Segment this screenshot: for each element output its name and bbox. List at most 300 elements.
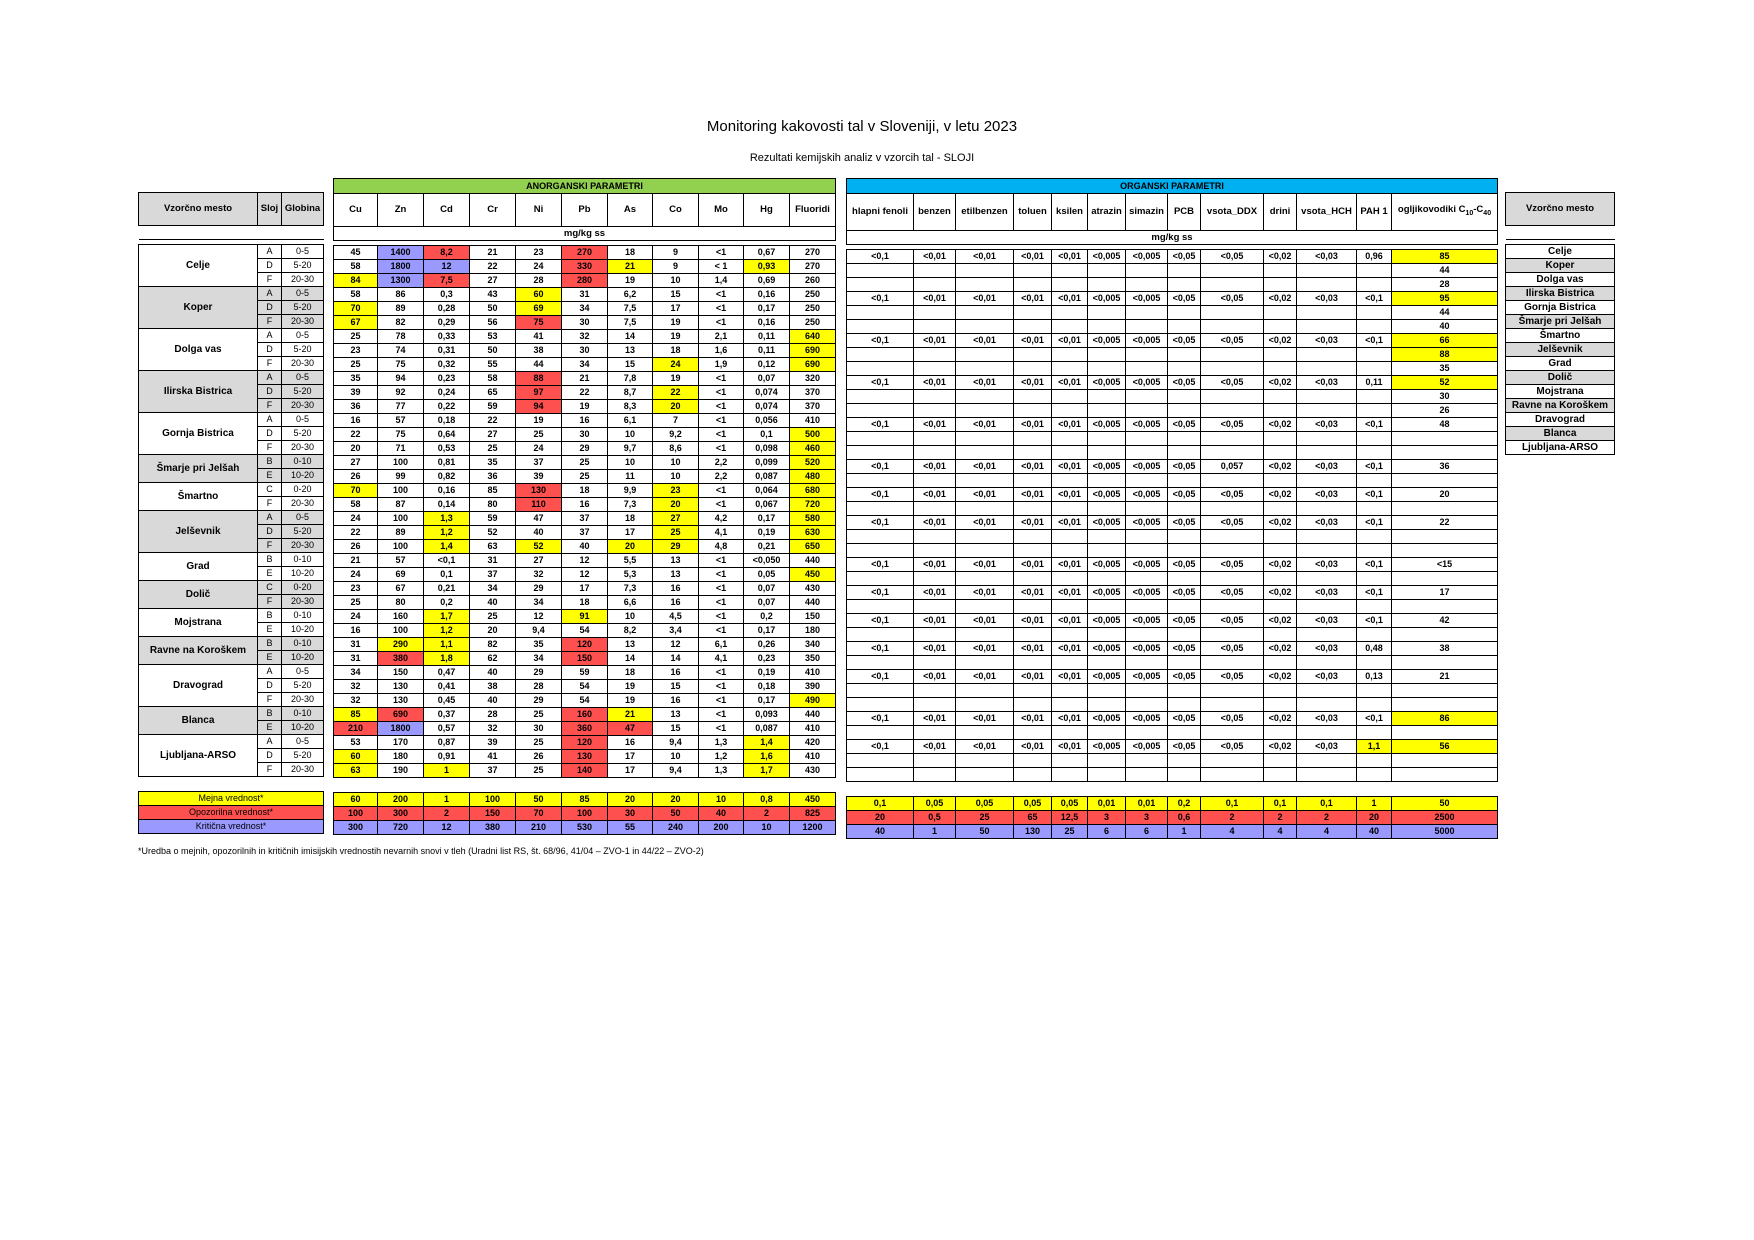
value-cell: 0,53 (424, 442, 470, 456)
value-cell (914, 655, 956, 669)
value-cell: <0,05 (1168, 291, 1201, 305)
depth-cell: 0-20 (282, 483, 324, 497)
value-cell (1168, 627, 1201, 641)
value-cell: 58 (334, 288, 378, 302)
value-cell (1052, 725, 1088, 739)
location-name-right: Koper (1506, 259, 1615, 273)
value-cell: 44 (516, 358, 562, 372)
table-row (139, 287, 324, 301)
value-cell: <0,01 (956, 417, 1014, 431)
layer-cell: A (258, 287, 282, 301)
value-cell (1357, 725, 1392, 739)
value-cell: 1,1 (424, 638, 470, 652)
value-cell (847, 389, 914, 403)
value-cell: <0,1 (1357, 291, 1392, 305)
value-cell: 1,4 (699, 274, 744, 288)
value-cell (1201, 683, 1264, 697)
value-cell: 36 (334, 400, 378, 414)
hydrocarbons-cell: 40 (1392, 319, 1498, 333)
value-cell (914, 389, 956, 403)
table-row (334, 596, 836, 610)
limit-value: 5000 (1392, 824, 1498, 838)
page-title: Monitoring kakovosti tal v Sloveniji, v letu 2023 (706, 118, 1018, 135)
limit-value: 2 (1201, 810, 1264, 824)
layer-cell: F (258, 315, 282, 329)
value-cell: 9,9 (608, 484, 653, 498)
value-cell (956, 361, 1014, 375)
value-cell (847, 473, 914, 487)
value-cell: 0,056 (744, 414, 790, 428)
value-cell: <0,1 (1357, 487, 1392, 501)
limit-value: 25 (956, 810, 1014, 824)
value-cell (1088, 277, 1126, 291)
value-cell (1264, 683, 1297, 697)
value-cell: <1 (699, 246, 744, 260)
value-cell (914, 529, 956, 543)
value-cell (956, 403, 1014, 417)
value-cell: 0,1 (424, 568, 470, 582)
layer-cell: C (258, 581, 282, 595)
value-cell: 31 (562, 288, 608, 302)
value-cell: 10 (653, 274, 699, 288)
value-cell: 35 (470, 456, 516, 470)
value-cell: 280 (562, 274, 608, 288)
value-cell: <0,03 (1297, 291, 1357, 305)
location-name-right: Ravne na Koroškem (1506, 399, 1615, 413)
value-cell: 70 (334, 302, 378, 316)
table-row (139, 735, 324, 749)
value-cell (1297, 319, 1357, 333)
depth-cell: 20-30 (282, 315, 324, 329)
depth-cell: 0-10 (282, 609, 324, 623)
depth-cell: 0-5 (282, 665, 324, 679)
value-cell: <0,01 (956, 557, 1014, 571)
table-row (334, 694, 836, 708)
value-cell: 420 (790, 736, 836, 750)
value-cell (1264, 445, 1297, 459)
value-cell: <1 (699, 400, 744, 414)
value-cell: 34 (334, 666, 378, 680)
value-cell (1126, 263, 1168, 277)
value-cell (1357, 767, 1392, 781)
value-cell: 0,087 (744, 722, 790, 736)
value-cell: 20 (470, 624, 516, 638)
value-cell: <0,005 (1088, 557, 1126, 571)
value-cell: 2,2 (699, 470, 744, 484)
hydrocarbons-cell (1392, 655, 1498, 669)
limit-label: Mejna vrednost* (139, 792, 324, 806)
value-cell: 25 (470, 610, 516, 624)
value-cell (1297, 473, 1357, 487)
value-cell: 13 (608, 344, 653, 358)
hydrocarbons-cell: 21 (1392, 669, 1498, 683)
value-cell: 7,5 (424, 274, 470, 288)
value-cell: 32 (516, 568, 562, 582)
value-cell: 23 (334, 582, 378, 596)
table-row (334, 498, 836, 512)
limit-value: 20 (1357, 810, 1392, 824)
value-cell (847, 431, 914, 445)
value-cell: <0,01 (1014, 249, 1052, 263)
hydrocarbons-cell: 36 (1392, 459, 1498, 473)
hydrocarbons-cell: 20 (1392, 487, 1498, 501)
value-cell (1201, 403, 1264, 417)
value-cell: 40 (562, 540, 608, 554)
value-cell: 690 (378, 708, 424, 722)
value-cell: 370 (790, 400, 836, 414)
value-cell: 0,074 (744, 386, 790, 400)
value-cell: 480 (790, 470, 836, 484)
value-cell (1126, 431, 1168, 445)
value-cell: <0,01 (914, 557, 956, 571)
hydrocarbons-cell: 35 (1392, 361, 1498, 375)
value-cell: 18 (653, 344, 699, 358)
value-cell: 80 (378, 596, 424, 610)
value-cell (1357, 697, 1392, 711)
value-cell: 0,31 (424, 344, 470, 358)
value-cell: 7,5 (608, 316, 653, 330)
value-cell (956, 305, 1014, 319)
value-cell: <0,01 (956, 487, 1014, 501)
value-cell: 20 (334, 442, 378, 456)
value-cell: <0,01 (914, 669, 956, 683)
value-cell: <0,1 (847, 249, 914, 263)
limit-value: 100 (470, 793, 516, 807)
value-cell: 10 (653, 456, 699, 470)
value-cell: 69 (378, 568, 424, 582)
limit-value: 10 (744, 821, 790, 835)
value-cell: 0,07 (744, 596, 790, 610)
gap-row (847, 781, 1498, 796)
value-cell: 91 (562, 610, 608, 624)
depth-cell: 5-20 (282, 749, 324, 763)
value-cell (1201, 725, 1264, 739)
value-cell (1052, 347, 1088, 361)
value-cell: <0,05 (1168, 557, 1201, 571)
value-cell (1126, 403, 1168, 417)
value-cell: 18 (562, 596, 608, 610)
table-row (847, 739, 1498, 753)
value-cell (1357, 599, 1392, 613)
value-cell: 0,2 (424, 596, 470, 610)
value-cell: <0,01 (956, 613, 1014, 627)
table-row (847, 697, 1498, 711)
limit-value: 825 (790, 807, 836, 821)
value-cell: 1,2 (424, 526, 470, 540)
limit-value: 40 (699, 807, 744, 821)
value-cell (1264, 403, 1297, 417)
value-cell: 0,17 (744, 624, 790, 638)
depth-cell: 20-30 (282, 357, 324, 371)
footnote: *Uredba o mejnih, opozorilnih in kritičnih imisijskih vrednostih nevarnih snovi v tleh (Uradni list RS, št. 68/96, 41/04 – ZVO-1 in 44/22 – ZVO-2) (138, 846, 704, 856)
location-name: Jelševnik (139, 511, 258, 553)
hydrocarbons-cell (1392, 697, 1498, 711)
value-cell (914, 473, 956, 487)
value-cell: 0,067 (744, 498, 790, 512)
value-cell: 9 (653, 260, 699, 274)
limit-value: 0,01 (1088, 796, 1126, 810)
table-row (847, 669, 1498, 683)
value-cell (1357, 277, 1392, 291)
layer-cell: F (258, 539, 282, 553)
depth-cell: 20-30 (282, 693, 324, 707)
group-row (334, 179, 836, 194)
limit-value: 380 (470, 821, 516, 835)
value-cell: 0,074 (744, 400, 790, 414)
value-cell: <0,005 (1088, 417, 1126, 431)
value-cell (1088, 501, 1126, 515)
value-cell (1052, 431, 1088, 445)
value-cell: 85 (470, 484, 516, 498)
value-cell: <0,05 (1168, 417, 1201, 431)
value-cell: 260 (790, 274, 836, 288)
value-cell: 0,96 (1357, 249, 1392, 263)
value-cell: 1,6 (744, 750, 790, 764)
value-cell: 24 (516, 260, 562, 274)
value-cell: 100 (378, 512, 424, 526)
value-cell: 31 (334, 652, 378, 666)
hydrocarbons-cell (1392, 445, 1498, 459)
table-row (139, 553, 324, 567)
value-cell: 0,24 (424, 386, 470, 400)
value-cell: 0,81 (424, 456, 470, 470)
value-cell (1297, 305, 1357, 319)
table-row (334, 316, 836, 330)
limit-value: 3 (1088, 810, 1126, 824)
value-cell: 0,3 (424, 288, 470, 302)
value-cell (1014, 725, 1052, 739)
value-cell: 21 (608, 708, 653, 722)
value-cell: 180 (378, 750, 424, 764)
value-cell: 25 (470, 442, 516, 456)
value-cell: 0,17 (744, 694, 790, 708)
value-cell: 50 (470, 344, 516, 358)
value-cell: <0,1 (1357, 557, 1392, 571)
value-cell: 380 (378, 652, 424, 666)
value-cell (1088, 697, 1126, 711)
value-cell: 22 (470, 414, 516, 428)
hydrocarbons-cell (1392, 529, 1498, 543)
value-cell: 4,8 (699, 540, 744, 554)
value-cell: <0,03 (1297, 739, 1357, 753)
value-cell: <0,02 (1264, 613, 1297, 627)
value-cell: 130 (378, 694, 424, 708)
value-cell: <0,005 (1088, 487, 1126, 501)
value-cell (1201, 697, 1264, 711)
value-cell: 35 (334, 372, 378, 386)
value-cell (956, 347, 1014, 361)
value-cell: <0,02 (1264, 249, 1297, 263)
value-cell: 53 (334, 736, 378, 750)
value-cell (847, 571, 914, 585)
value-cell (847, 403, 914, 417)
value-cell (1126, 305, 1168, 319)
value-cell: 74 (378, 344, 424, 358)
value-cell: 29 (653, 540, 699, 554)
table-row (847, 445, 1498, 459)
value-cell: <0,005 (1088, 333, 1126, 347)
value-cell (847, 725, 914, 739)
value-cell (1168, 529, 1201, 543)
value-cell (956, 445, 1014, 459)
location-name: Grad (139, 553, 258, 581)
value-cell: 78 (378, 330, 424, 344)
value-cell: <0,005 (1088, 291, 1126, 305)
table-row (139, 637, 324, 651)
spacer (1506, 455, 1615, 470)
layer-cell: F (258, 497, 282, 511)
value-cell: <1 (699, 610, 744, 624)
limit-value: 100 (562, 807, 608, 821)
value-cell: 25 (334, 330, 378, 344)
value-cell (956, 473, 1014, 487)
location-name-right: Dravograd (1506, 413, 1615, 427)
limit-value: 0,05 (1014, 796, 1052, 810)
table-row (847, 375, 1498, 389)
value-cell: 20 (653, 400, 699, 414)
value-cell (1264, 753, 1297, 767)
value-cell: 38 (470, 680, 516, 694)
value-cell: <0,005 (1088, 515, 1126, 529)
value-cell: 10 (608, 428, 653, 442)
value-cell: <0,1 (847, 291, 914, 305)
value-cell (1088, 725, 1126, 739)
value-cell: <0,05 (1201, 669, 1264, 683)
layer-cell: E (258, 623, 282, 637)
value-cell: <0,005 (1126, 333, 1168, 347)
value-cell: 160 (378, 610, 424, 624)
value-cell: 55 (470, 358, 516, 372)
header-row (334, 194, 836, 227)
value-cell (1014, 473, 1052, 487)
value-cell: <0,005 (1088, 613, 1126, 627)
value-cell: <0,1 (847, 417, 914, 431)
unit-row (1506, 226, 1615, 240)
header-organic: drini (1264, 194, 1297, 231)
value-cell (847, 361, 914, 375)
value-cell: 1,3 (424, 512, 470, 526)
value-cell: 10 (653, 470, 699, 484)
value-cell (1168, 697, 1201, 711)
value-cell: 6,1 (699, 638, 744, 652)
value-cell: <0,1 (847, 487, 914, 501)
value-cell: <0,03 (1297, 515, 1357, 529)
value-cell: <0,050 (744, 554, 790, 568)
table-row (847, 305, 1498, 319)
value-cell: 34 (516, 652, 562, 666)
value-cell (914, 767, 956, 781)
value-cell: 390 (790, 680, 836, 694)
limit-value: 0,5 (914, 810, 956, 824)
limit-row (847, 824, 1498, 838)
value-cell: <1 (699, 722, 744, 736)
value-cell: 0,87 (424, 736, 470, 750)
header-inorganic: Pb (562, 194, 608, 227)
value-cell: 0,17 (744, 512, 790, 526)
value-cell: 0,91 (424, 750, 470, 764)
value-cell: 120 (562, 638, 608, 652)
value-cell: 54 (562, 624, 608, 638)
location-name-right: Blanca (1506, 427, 1615, 441)
value-cell: <0,05 (1168, 333, 1201, 347)
layer-cell: A (258, 413, 282, 427)
value-cell (1264, 571, 1297, 585)
value-cell: 37 (516, 456, 562, 470)
value-cell: 19 (516, 414, 562, 428)
value-cell: <0,03 (1297, 249, 1357, 263)
value-cell: <1 (699, 414, 744, 428)
value-cell (1052, 655, 1088, 669)
layer-cell: A (258, 371, 282, 385)
value-cell: <0,05 (1168, 515, 1201, 529)
limit-value: 150 (470, 807, 516, 821)
depth-cell: 0-5 (282, 735, 324, 749)
value-cell (1297, 445, 1357, 459)
value-cell: 0,21 (744, 540, 790, 554)
value-cell (1264, 599, 1297, 613)
value-cell (1014, 305, 1052, 319)
value-cell (1357, 347, 1392, 361)
table-row (847, 473, 1498, 487)
value-cell: 320 (790, 372, 836, 386)
value-cell: 330 (562, 260, 608, 274)
value-cell: 14 (653, 652, 699, 666)
value-cell: 8,3 (608, 400, 653, 414)
value-cell: 39 (516, 470, 562, 484)
value-cell (1052, 571, 1088, 585)
depth-cell: 10-20 (282, 623, 324, 637)
value-cell (914, 753, 956, 767)
depth-cell: 5-20 (282, 259, 324, 273)
value-cell: 87 (378, 498, 424, 512)
table-row (847, 431, 1498, 445)
value-cell: 29 (562, 442, 608, 456)
table-row (334, 358, 836, 372)
value-cell (1264, 473, 1297, 487)
table-row (847, 515, 1498, 529)
table-row (139, 245, 324, 259)
value-cell: <0,005 (1126, 557, 1168, 571)
value-cell: <1 (699, 554, 744, 568)
header-row (139, 193, 324, 226)
value-cell: <0,005 (1088, 459, 1126, 473)
value-cell: <0,01 (914, 515, 956, 529)
value-cell: 7 (653, 414, 699, 428)
value-cell: 75 (378, 428, 424, 442)
layer-cell: F (258, 595, 282, 609)
value-cell (1168, 319, 1201, 333)
value-cell (1201, 571, 1264, 585)
value-cell: 2,2 (699, 456, 744, 470)
value-cell (1014, 403, 1052, 417)
depth-cell: 10-20 (282, 721, 324, 735)
value-cell: 63 (470, 540, 516, 554)
value-cell: 650 (790, 540, 836, 554)
header-organic: atrazin (1088, 194, 1126, 231)
value-cell: 0,37 (424, 708, 470, 722)
limit-value: 6 (1088, 824, 1126, 838)
value-cell: 86 (378, 288, 424, 302)
value-cell: 1,2 (424, 624, 470, 638)
header-organic: benzen (914, 194, 956, 231)
table-row (139, 455, 324, 469)
value-cell: 41 (516, 330, 562, 344)
hydrocarbons-cell: 85 (1392, 249, 1498, 263)
header-organic: PAH 1 (1357, 194, 1392, 231)
value-cell (1264, 277, 1297, 291)
table-row (334, 554, 836, 568)
value-cell: <0,03 (1297, 585, 1357, 599)
